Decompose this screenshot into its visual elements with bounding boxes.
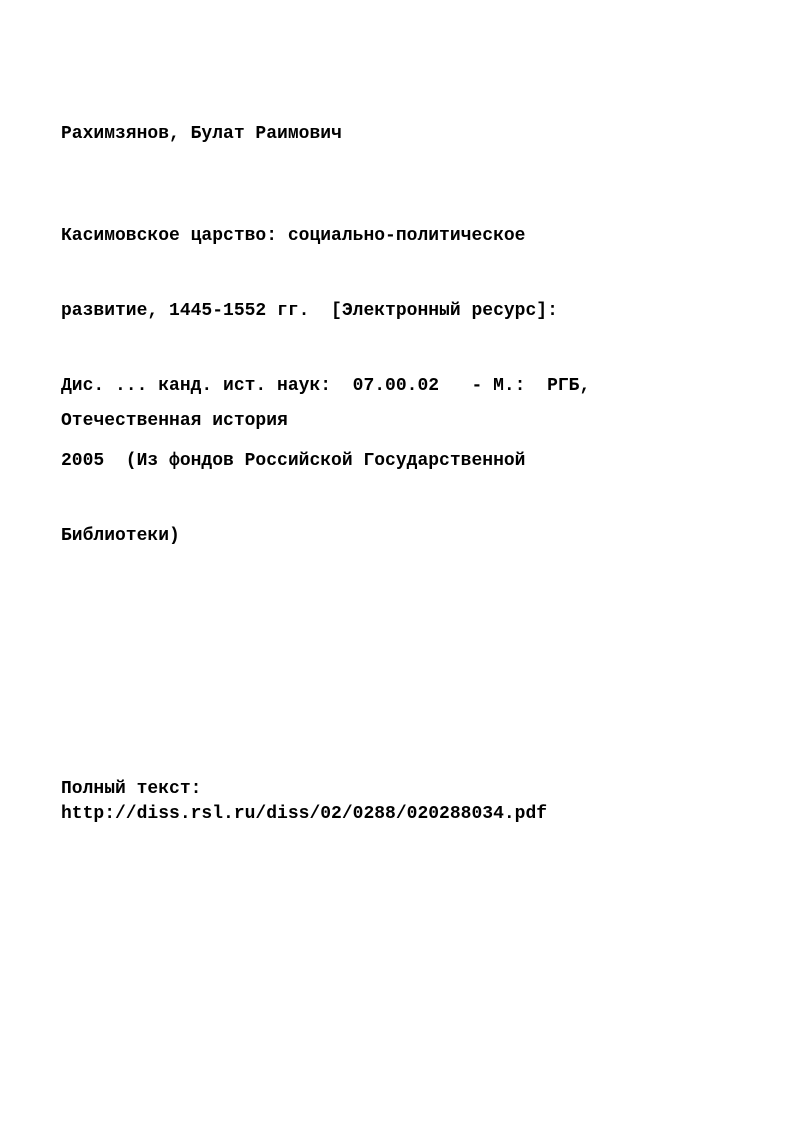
description-line: Библиотеки) <box>61 526 180 546</box>
description-line: Дис. ... канд. ист. наук: 07.00.02 - М.: РГБ, <box>61 376 591 396</box>
description-line: 2005 (Из фондов Российской Государственной <box>61 451 526 471</box>
author-name: Рахимзянов, Булат Раимович <box>61 124 342 144</box>
description-line: Касимовское царство: социально-политическое <box>61 226 526 246</box>
description-line: развитие, 1445-1552 гг. [Электронный ресурс]: <box>61 301 558 321</box>
fulltext-url[interactable]: http://diss.rsl.ru/diss/02/0288/020288034.pdf <box>61 804 548 824</box>
bibliographic-description <box>61 174 590 599</box>
subject-heading: Отечественная история <box>61 411 288 431</box>
fulltext-label: Полный текст: <box>61 779 202 799</box>
